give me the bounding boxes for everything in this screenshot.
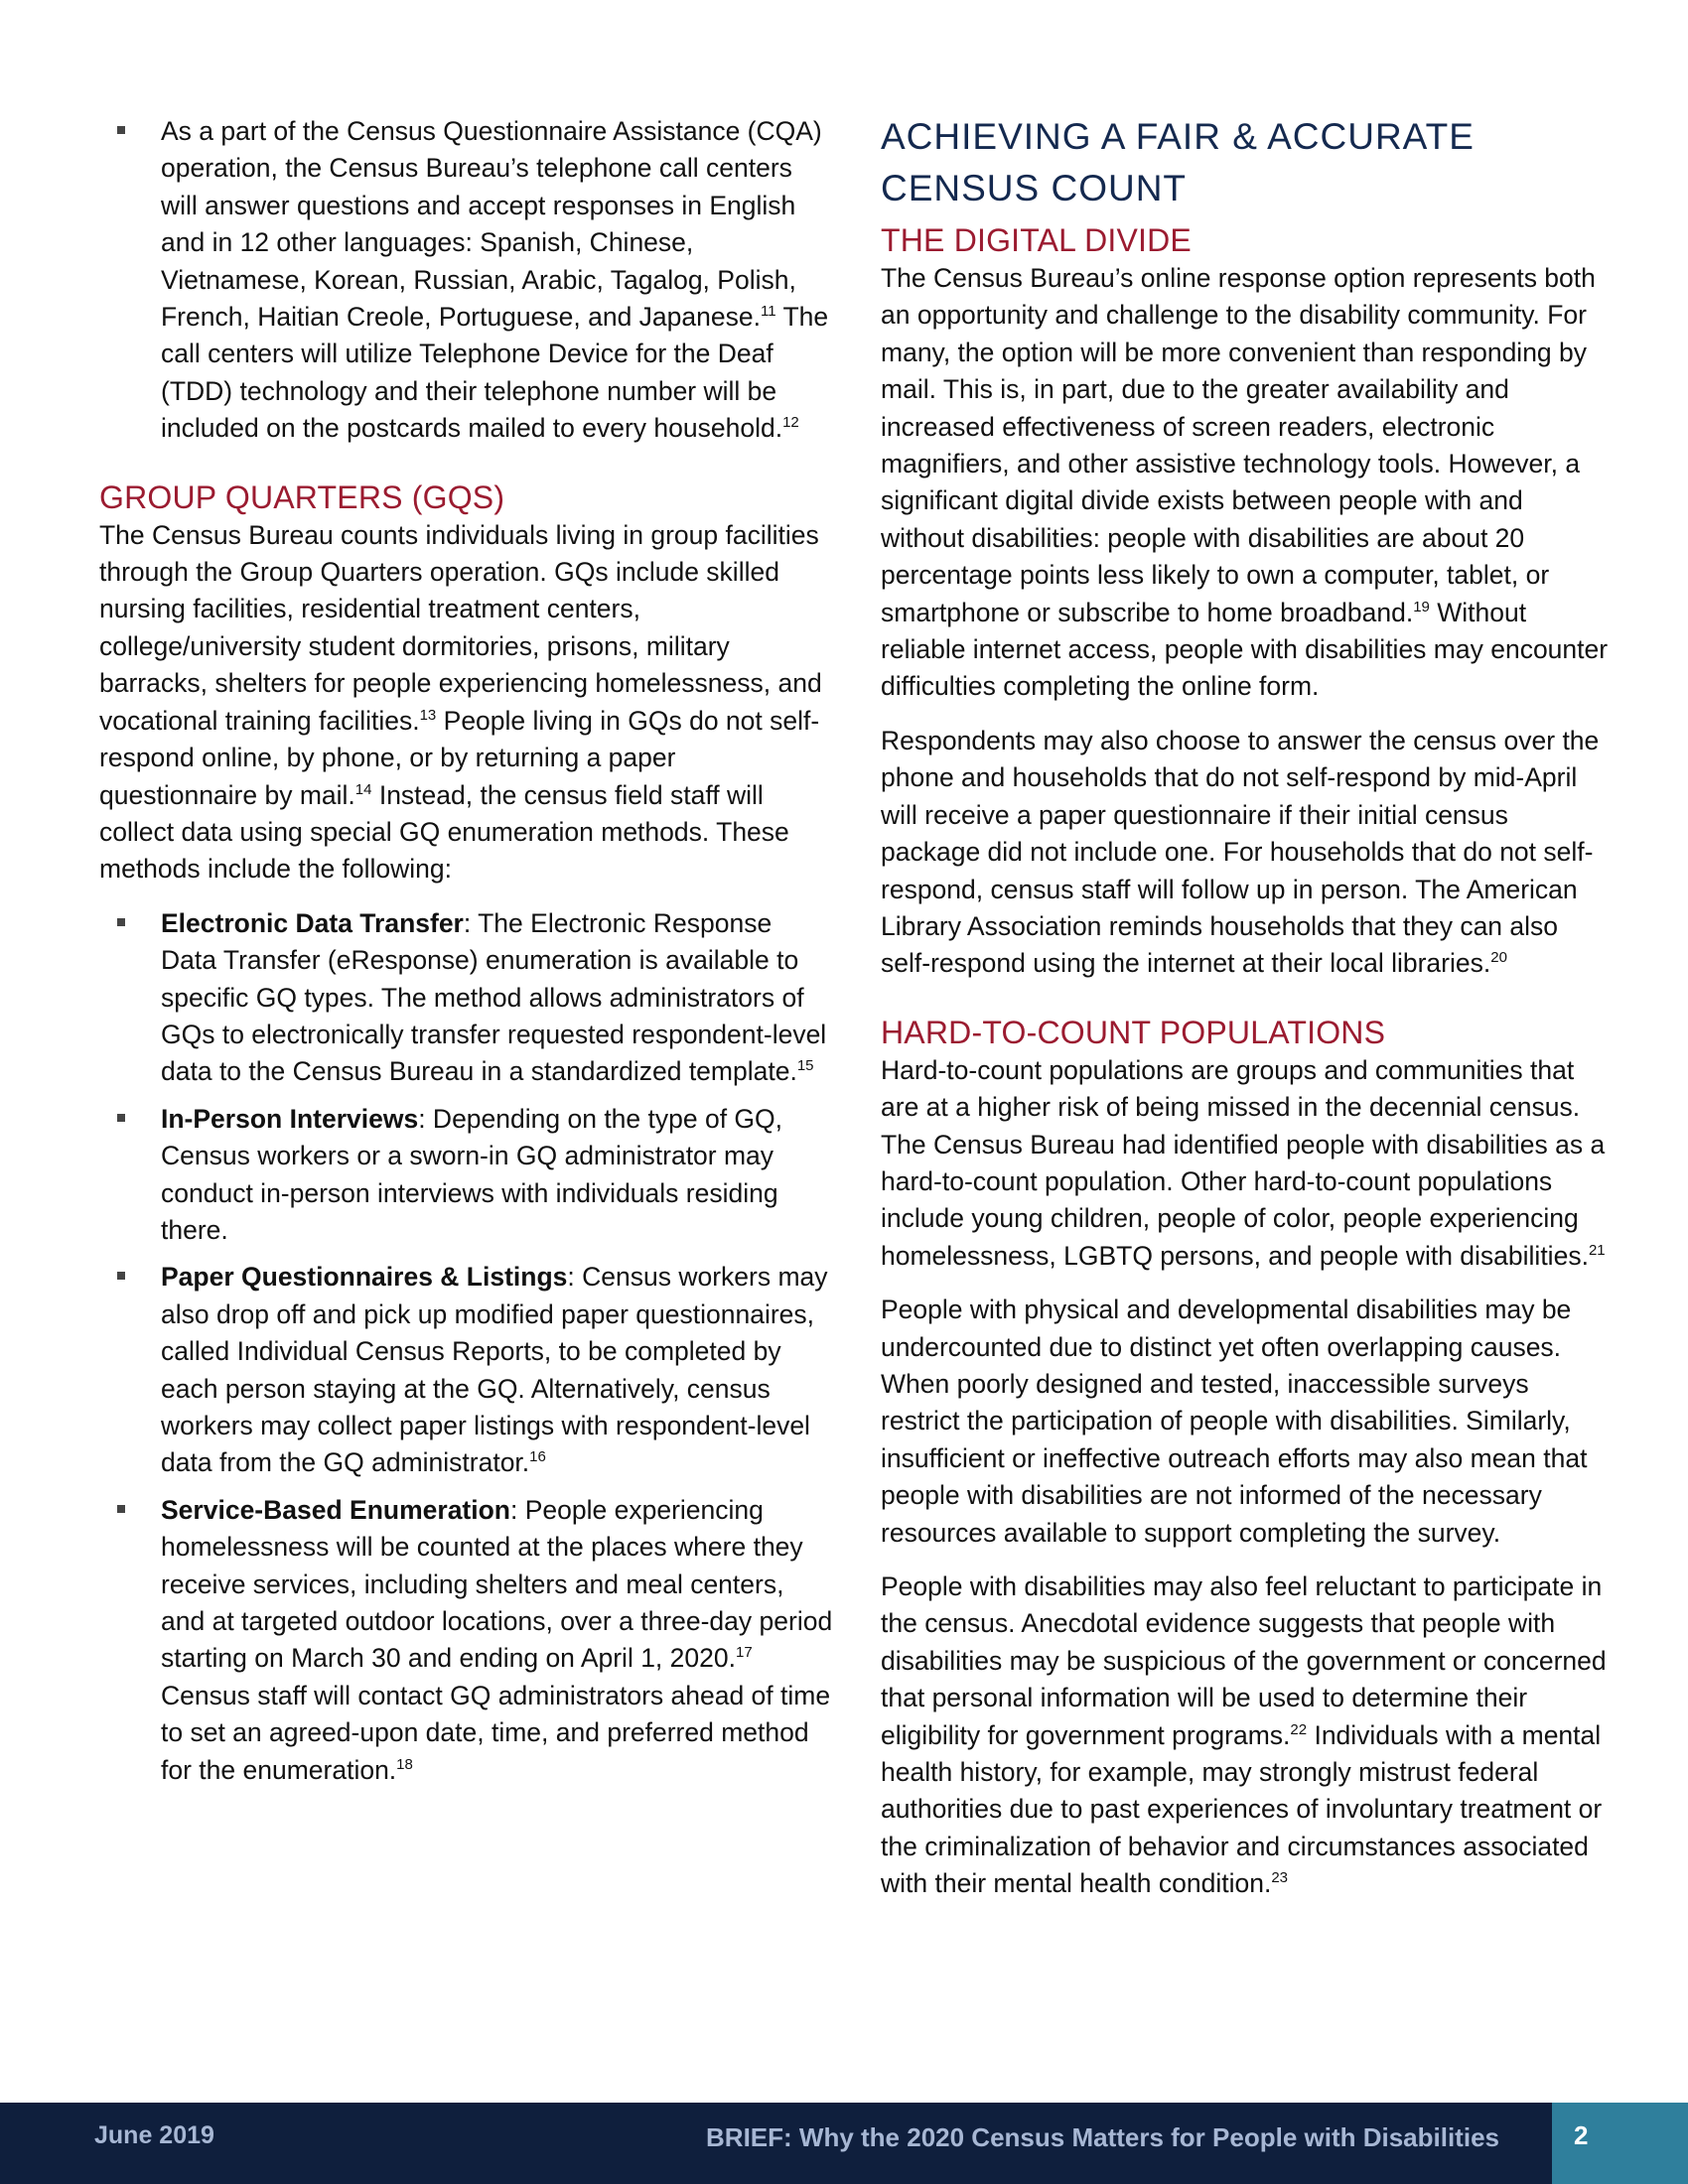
group-quarters-paragraph: The Census Bureau counts individuals living in group facilities through the Group Quarters operation. GQs include skilled nursing facilities, residential treatment centers, college/university student dormitories, prisons, military barracks, shelters for people experiencing homelessness, and vocational training facilities.$^{13}$ People living in GQs do not self-respond online, by phone, or by returning a paper questionnaire by mail.$^{14}$ Instead, the census field staff will collect data using special GQ enumeration methods. These methods include the following: [99,519,822,885]
footnote-ref: 22 [1290,1720,1308,1738]
method-item: Electronic Data Transfer: The Electronic Response Data Transfer (eResponse) enumeration is available to specific GQ types. The method allows administrators of GQs to electronically transfer requested respondent-level data to the Census Bureau in a standardized template.$^{15}$ [99,905,834,1091]
footnote-ref: 14 [354,780,372,798]
main-heading: ACHIEVING A FAIR & ACCURATE CENSUS COUNT [881,116,1475,208]
footnote-ref: 12 [782,414,799,432]
method-item: Paper Questionnaires & Listings: Census workers may also drop off and pick up modified paper questionnaires, called Individual Census Reports, to be completed by each person staying at the GQ. Alternatively, census workers may collect paper listings with respondent-level data from the GQ administrator.$^{16}$ [99,1259,834,1481]
square-bullet-icon [117,918,125,926]
square-bullet-icon [117,126,125,134]
method-item: In-Person Interviews: Depending on the type of GQ, Census workers or a sworn-in GQ administrator may conduct in-person interviews with individuals residing there. [99,1101,834,1250]
footnote-ref: 11 [760,303,776,321]
square-bullet-icon [117,1114,125,1122]
cqa-bullet: As a part of the Census Questionnaire Assistance (CQA) operation, the Census Bureau’s telephone call centers will answer questions and accept responses in English and in 12 other languages: Spanish, Chinese, Vietnamese, Korean, Russian, Arabic, Tagalog, Polish, French, Haitian Creole, Portuguese, and Japanese.$^{11}$ The call centers will utilize Telephone Device for the Deaf (TDD) technology and their telephone number will be included on the postcards mailed to every household.$^{12}$ [99,113,834,448]
footnote-ref: 15 [796,1057,814,1075]
hard-to-count-paragraph-3: People with disabilities may also feel reluctant to participate in the census. Anecdotal evidence suggests that people with disabilities may be suspicious of the government or concerned that personal information will be used to determine their eligibility for government programs.$^{22}$ Individuals with a mental health history, for example, may strongly mistrust federal authorities due to past experiences of involuntary treatment or the criminalization of behavior and circumstances associated with their mental health condition.$^{23}$ [881,1571,1607,1899]
footnote-ref: 21 [1588,1241,1606,1259]
footnote-ref: 18 [396,1755,413,1773]
hard-to-count-heading: HARD-TO-COUNT POPULATIONS [881,1014,1386,1050]
footnote-ref: 17 [735,1644,753,1662]
cqa-bullet-list [99,113,834,448]
footer-brief-title: BRIEF: Why the 2020 Census Matters for People with Disabilities [706,2122,1499,2152]
page-number: 2 [1552,2103,1688,2184]
hard-to-count-paragraph-1: Hard-to-count populations are groups and communities that are at a higher risk of being missed in the decennial census. The Census Bureau had identified people with disabilities as a hard-to-count population. Other hard-to-count populations include young children, people of color, people experiencing homelessness, LGBTQ persons, and people with disabilities.$^{21}$ [881,1054,1606,1271]
left-column [99,113,834,1799]
hard-to-count-paragraph-2: People with physical and developmental disabilities may be undercounted due to distinct yet often overlapping causes. When poorly designed and tested, inaccessible surveys restrict the participation of people with disabilities. Similarly, insufficient or ineffective outreach efforts may also mean that people with disabilities are not informed of the necessary resources available to support completing the survey. [881,1295,1588,1548]
square-bullet-icon [117,1272,125,1280]
enumeration-methods-list [99,905,834,1789]
footnote-ref: 20 [1490,949,1507,967]
footnote-ref: 23 [1271,1869,1288,1887]
page-footer [0,2103,1688,2184]
footer-date: June 2019 [94,2121,214,2149]
footnote-ref: 16 [529,1448,546,1466]
footnote-ref: 13 [419,706,437,724]
digital-divide-paragraph-1: The Census Bureau’s online response option represents both an opportunity and challenge to the disability community. For many, the option will be more convenient than responding by mail. This is, in part, due to the greater availability and increased effectiveness of screen readers, electronic magnifiers, and other assistive technology tools. However, a significant digital divide exists between people with and without disabilities: people with disabilities are about 20 percentage points less likely to own a computer, tablet, or smartphone or subscribe to home broadband.$^{19}$ Without reliable internet access, people with disabilities may encounter difficulties completing the online form. [881,263,1609,702]
method-item: Service-Based Enumeration: People experiencing homelessness will be counted at the places where they receive services, including shelters and meal centers, and at targeted outdoor locations, over a three-day period starting on March 30 and ending on April 1, 2020.17 Census staff will contact GQ administrators ahead of time to set an agreed-upon date, time, and preferred method for the enumeration.$^{18}$ [99,1492,834,1789]
group-quarters-heading: GROUP QUARTERS (GQS) [99,478,505,515]
footnote-ref: 19 [1413,598,1430,615]
right-column [881,113,1611,1903]
digital-divide-paragraph-2: Respondents may also choose to answer the census over the phone and households that do not self-respond by mid-April will receive a paper questionnaire if their initial census package did not include one. For households that do not self-respond, census staff will follow up in person. The American Library Association reminds households that they can also self-respond using the internet at their local libraries.$^{20}$ [881,725,1600,979]
square-bullet-icon [117,1505,125,1513]
digital-divide-heading: THE DIGITAL DIVIDE [881,222,1192,258]
